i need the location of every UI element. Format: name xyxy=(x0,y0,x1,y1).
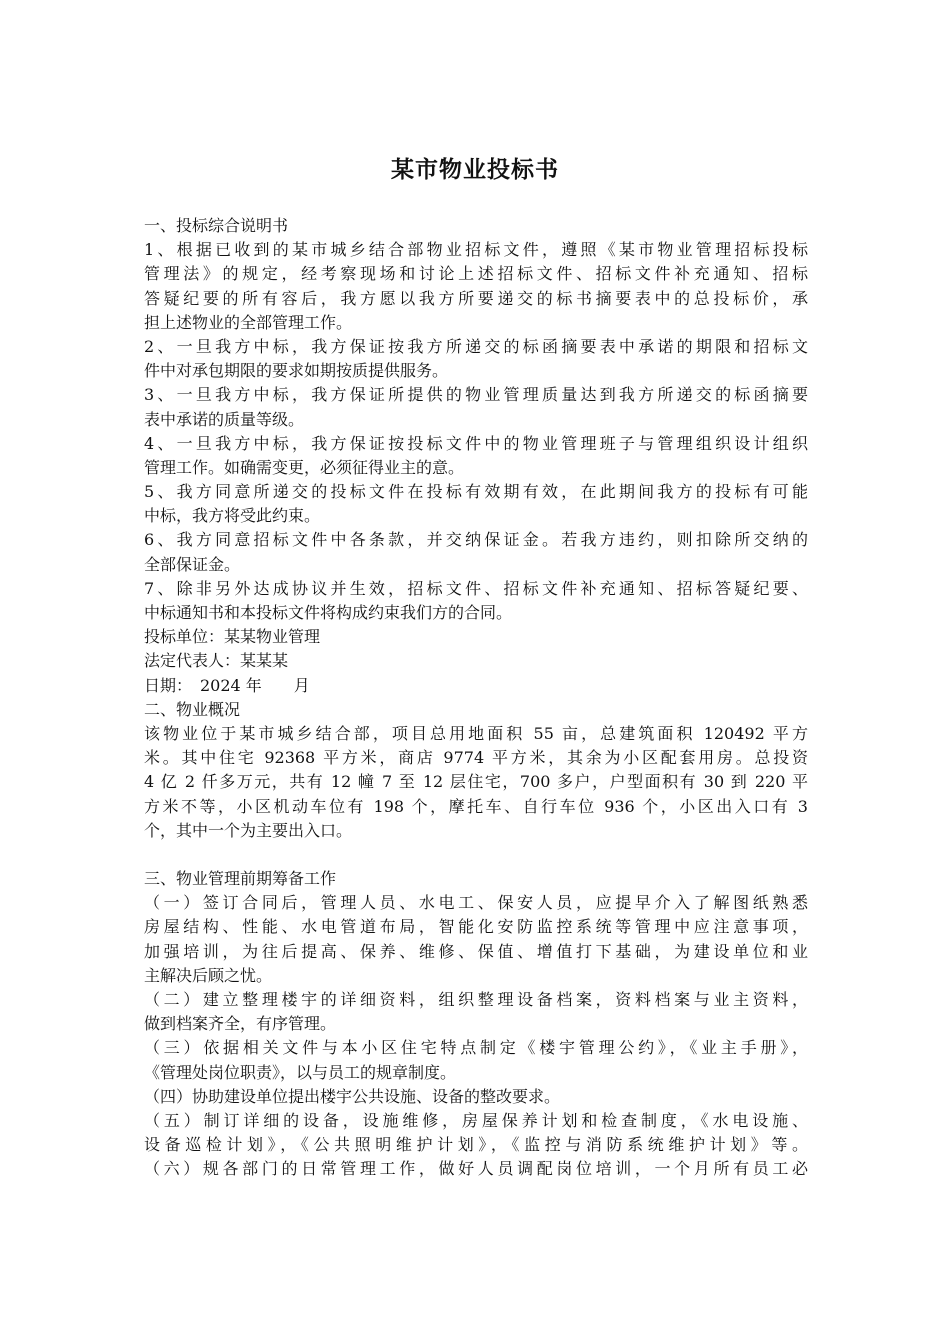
text-line: 3、一旦我方中标，我方保证所提供的物业管理质量达到我方所递交的标函摘要 xyxy=(144,385,808,405)
text-line: 设备巡检计划》，《公共照明维护计划》，《监控与消防系统维护计划》等。 xyxy=(144,1135,808,1155)
text-line: 6、我方同意招标文件中各条款，并交纳保证金。若我方违约，则扣除所交纳的 xyxy=(144,530,808,550)
text-line: 全部保证金。 xyxy=(144,554,241,574)
text-line: 表中承诺的质量等级。 xyxy=(144,409,305,429)
text-line: 加强培训，为往后提高、保养、维修、保值、增值打下基础，为建设单位和业 xyxy=(144,941,808,961)
text-line: （六）规各部门的日常管理工作，做好人员调配岗位培训，一个月所有员工必 xyxy=(144,1159,808,1179)
text-line: 1、根据已收到的某市城乡结合部物业招标文件，遵照《某市物业管理招标投标 xyxy=(144,240,808,260)
document-title: 某市物业投标书 xyxy=(391,156,559,183)
text-line: 个，其中一个为主要出入口。 xyxy=(144,820,353,840)
document-body xyxy=(144,214,808,1182)
text-line: 4 亿 2 仟多万元，共有 12 幢 7 至 12 层住宅，700 多户，户型面积有 30 到 220 平 xyxy=(144,772,808,792)
text-line: 中标，我方将受此约束。 xyxy=(144,506,321,526)
text-line: （三）依据相关文件与本小区住宅特点制定《楼宇管理公约》，《业主手册》， xyxy=(144,1038,808,1058)
text-line: （二）建立整理楼宇的详细资料，组织整理设备档案，资料档案与业主资料， xyxy=(144,990,808,1009)
text-line: 管理法》的规定，经考察现场和讨论上述招标文件、招标文件补充通知、招标 xyxy=(144,264,808,284)
text-line: 5、我方同意所递交的投标文件在投标有效期有效，在此期间我方的投标有可能 xyxy=(144,482,808,502)
text-line: 管理工作。如确需变更，必须征得业主的意。 xyxy=(144,457,465,477)
text-line: 三、物业管理前期筹备工作 xyxy=(144,869,337,889)
text-line: 件中对承包期限的要求如期按质提供服务。 xyxy=(144,361,449,381)
text-line: （四）协助建设单位提出楼宇公共设施、设备的整改要求。 xyxy=(144,1086,561,1106)
text-line: （一）签订合同后，管理人员、水电工、保安人员，应提早介入了解图纸熟悉 xyxy=(144,893,808,913)
text-line: 米。其中住宅 92368 平方米，商店 9774 平方米，其余为小区配套用房。总投资 xyxy=(144,748,808,768)
text-line: 中标通知书和本投标文件将构成约束我们方的合同。 xyxy=(144,603,513,622)
text-line: 答疑纪要的所有容后，我方愿以我方所要递交的标书摘要表中的总投标价，承 xyxy=(144,288,808,308)
text-line: 房屋结构、性能、水电管道布局，智能化安防监控系统等管理中应注意事项， xyxy=(144,917,808,937)
text-line: 一、投标综合说明书 xyxy=(144,216,289,235)
text-line: 投标单位：某某物业管理 xyxy=(144,627,321,647)
text-line: 7、除非另外达成协议并生效，招标文件、招标文件补充通知、招标答疑纪要、 xyxy=(144,578,808,598)
text-line: 《管理处岗位职责》，以与员工的规章制度。 xyxy=(144,1062,457,1082)
text-line: 主解决后顾之忧。 xyxy=(144,965,273,985)
text-line: 法定代表人：某某某 xyxy=(144,651,289,671)
text-line: 日期： 2024 年 月 xyxy=(144,675,310,695)
text-line: 二、物业概况 xyxy=(144,699,241,719)
text-line: 做到档案齐全，有序管理。 xyxy=(144,1014,337,1034)
text-line: 担上述物业的全部管理工作。 xyxy=(144,312,353,332)
blank-line xyxy=(144,843,808,867)
text-line: 该物业位于某市城乡结合部，项目总用地面积 55 亩，总建筑面积 120492 平方 xyxy=(144,723,808,743)
text-line: 2、一旦我方中标，我方保证按我方所递交的标函摘要表中承诺的期限和招标文 xyxy=(144,336,808,356)
text-line: （五）制订详细的设备，设施维修，房屋保养计划和检查制度，《水电设施、 xyxy=(144,1110,808,1130)
text-line: 4、一旦我方中标，我方保证按投标文件中的物业管理班子与管理组织设计组织 xyxy=(144,433,808,453)
text-line: 方米不等，小区机动车位有 198 个，摩托车、自行车位 936 个，小区出入口有 3 xyxy=(144,796,808,816)
